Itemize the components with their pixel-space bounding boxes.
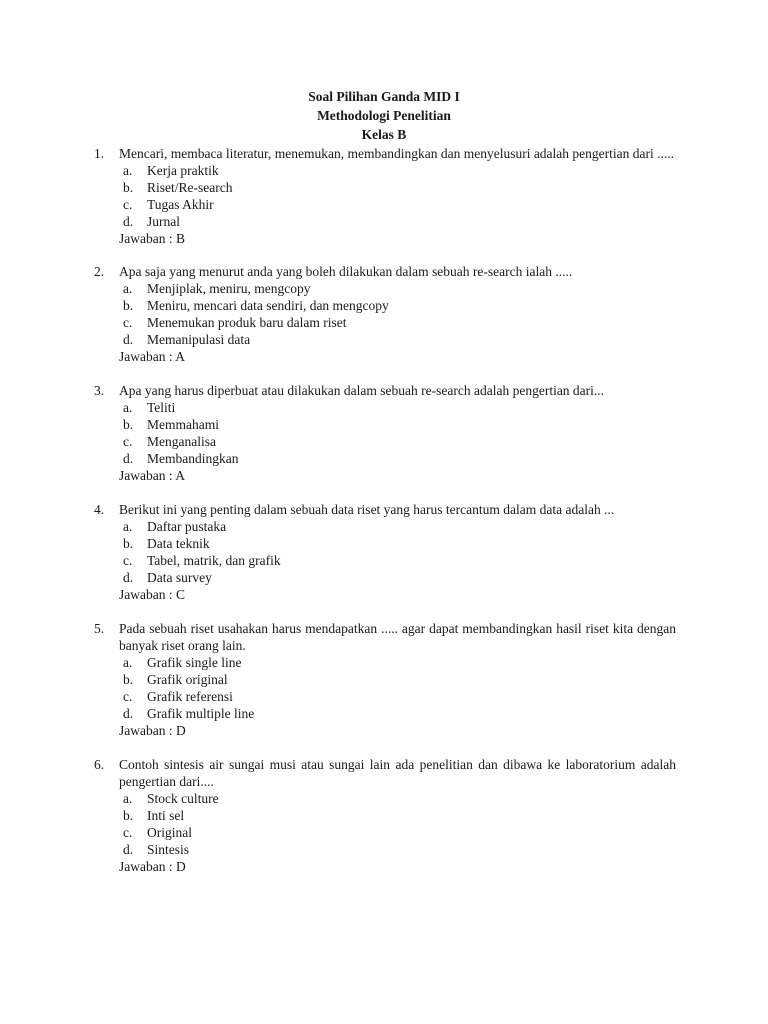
answer-key: Jawaban : A: [119, 468, 185, 483]
option-b: [119, 671, 676, 688]
question-4: [94, 501, 676, 603]
option-letter: b.: [123, 672, 134, 687]
option-letter: c.: [123, 689, 133, 704]
question-text: Contoh sintesis air sungai musi atau sungai lain ada penelitian dan dibawa ke laboratorium adalah pengertian dari....: [119, 757, 676, 789]
option-letter: a.: [123, 655, 133, 670]
option-b: [119, 179, 676, 196]
option-letter: d.: [123, 214, 134, 229]
option-list: [119, 162, 676, 230]
option-a: [119, 654, 676, 671]
option-c: [119, 433, 676, 450]
option-letter: d.: [123, 570, 134, 585]
option-list: [119, 654, 676, 722]
option-letter: d.: [123, 332, 134, 347]
option-letter: b.: [123, 417, 134, 432]
option-letter: c.: [123, 434, 133, 449]
option-text: Sintesis: [147, 842, 190, 857]
option-text: Stock culture: [147, 791, 219, 806]
option-letter: b.: [123, 298, 134, 313]
option-text: Membandingkan: [147, 451, 239, 466]
option-letter: a.: [123, 791, 133, 806]
option-d: [119, 569, 676, 586]
option-text: Memmahami: [147, 417, 219, 432]
option-letter: d.: [123, 842, 134, 857]
option-d: [119, 705, 676, 722]
question-text: Apa saja yang menurut anda yang boleh dilakukan dalam sebuah re-search ialah .....: [119, 264, 573, 279]
option-b: [119, 297, 676, 314]
option-text: Menemukan produk baru dalam riset: [147, 315, 347, 330]
title-line-class: Kelas B: [361, 127, 407, 142]
option-list: [119, 790, 676, 858]
answer-key: Jawaban : D: [119, 723, 186, 738]
option-d: [119, 213, 676, 230]
question-5: [94, 620, 676, 739]
title-line-subject: Methodologi Penelitian: [317, 108, 451, 123]
option-d: [119, 450, 676, 467]
question-number: 5.: [94, 621, 105, 636]
question-text: Apa yang harus diperbuat atau dilakukan dalam sebuah re-search adalah pengertian dari...: [119, 383, 605, 398]
option-list: [119, 399, 676, 467]
option-text: Tabel, matrik, dan grafik: [147, 553, 281, 568]
option-text: Grafik original: [147, 672, 228, 687]
option-b: [119, 807, 676, 824]
option-text: Grafik multiple line: [147, 706, 255, 721]
answer-key: Jawaban : B: [119, 231, 185, 246]
document-title: [0, 87, 768, 144]
option-letter: a.: [123, 519, 133, 534]
option-a: [119, 280, 676, 297]
option-text: Memanipulasi data: [147, 332, 251, 347]
option-list: [119, 518, 676, 586]
option-text: Grafik referensi: [147, 689, 233, 704]
title-line-exam: Soal Pilihan Ganda MID I: [308, 89, 460, 104]
option-b: [119, 535, 676, 552]
option-a: [119, 162, 676, 179]
answer-key: Jawaban : C: [119, 587, 185, 602]
question-text: Berikut ini yang penting dalam sebuah data riset yang harus tercantum dalam data adalah ...: [119, 502, 615, 517]
question-number: 6.: [94, 757, 105, 772]
question-list: [94, 145, 676, 892]
option-d: [119, 841, 676, 858]
option-c: [119, 196, 676, 213]
question-text: Mencari, membaca literatur, menemukan, membandingkan dan menyelusuri adalah pengertian dari .....: [119, 146, 675, 161]
option-text: Kerja praktik: [147, 163, 219, 178]
question-2: [94, 263, 676, 365]
option-c: [119, 688, 676, 705]
option-text: Tugas Akhir: [147, 197, 214, 212]
option-b: [119, 416, 676, 433]
option-letter: a.: [123, 281, 133, 296]
question-3: [94, 382, 676, 484]
option-text: Daftar pustaka: [147, 519, 227, 534]
option-letter: b.: [123, 808, 134, 823]
option-text: Original: [147, 825, 192, 840]
option-c: [119, 552, 676, 569]
option-letter: a.: [123, 400, 133, 415]
option-letter: d.: [123, 706, 134, 721]
question-number: 3.: [94, 383, 105, 398]
answer-key: Jawaban : D: [119, 859, 186, 874]
option-letter: a.: [123, 163, 133, 178]
option-text: Data survey: [147, 570, 212, 585]
option-letter: c.: [123, 825, 133, 840]
option-letter: b.: [123, 180, 134, 195]
question-number: 2.: [94, 264, 105, 279]
question-number: 4.: [94, 502, 105, 517]
option-c: [119, 314, 676, 331]
option-list: [119, 280, 676, 348]
option-text: Teliti: [147, 400, 176, 415]
question-number: 1.: [94, 146, 105, 161]
option-c: [119, 824, 676, 841]
option-text: Meniru, mencari data sendiri, dan mengcopy: [147, 298, 389, 313]
option-letter: b.: [123, 536, 134, 551]
option-text: Menganalisa: [147, 434, 216, 449]
option-text: Data teknik: [147, 536, 210, 551]
option-text: Grafik single line: [147, 655, 242, 670]
answer-key: Jawaban : A: [119, 349, 185, 364]
option-letter: c.: [123, 553, 133, 568]
question-6: [94, 756, 676, 875]
option-a: [119, 399, 676, 416]
option-a: [119, 790, 676, 807]
option-d: [119, 331, 676, 348]
question-1: [94, 145, 676, 247]
option-letter: c.: [123, 197, 133, 212]
question-text: Pada sebuah riset usahakan harus mendapatkan ..... agar dapat membandingkan hasil riset kita dengan banyak riset orang lain.: [119, 621, 676, 653]
option-text: Jurnal: [147, 214, 180, 229]
option-text: Inti sel: [147, 808, 185, 823]
option-text: Riset/Re-search: [147, 180, 233, 195]
option-letter: d.: [123, 451, 134, 466]
option-text: Menjiplak, meniru, mengcopy: [147, 281, 311, 296]
option-a: [119, 518, 676, 535]
option-letter: c.: [123, 315, 133, 330]
